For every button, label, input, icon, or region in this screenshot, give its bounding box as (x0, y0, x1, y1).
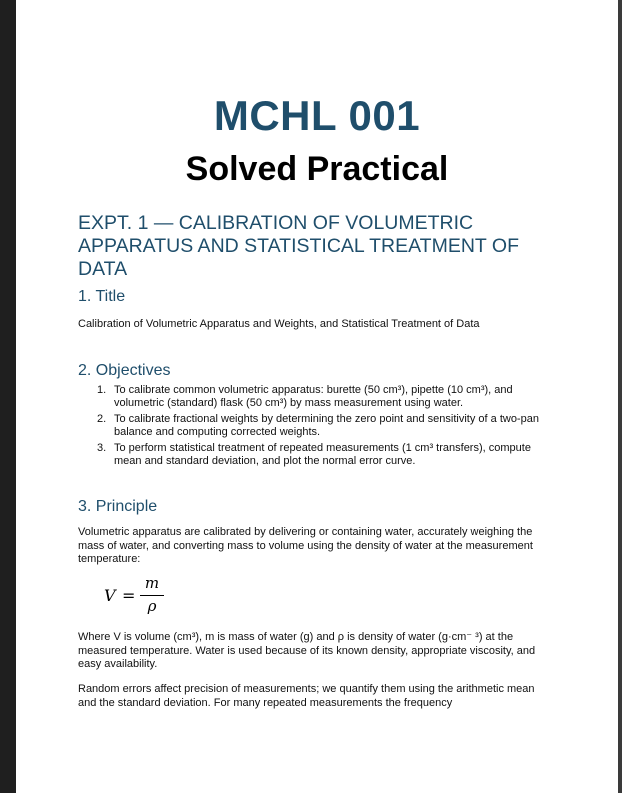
list-item (78, 442, 548, 468)
list-number: 3. (97, 442, 107, 454)
list-item (78, 413, 548, 439)
scrollbar[interactable] (618, 0, 622, 793)
experiment-heading: EXPT. 1 — CALIBRATION OF VOLUMETRIC APPARATUS AND STATISTICAL TREATMENT OF DATA (78, 212, 519, 280)
document-subtitle: Solved Practical (185, 150, 449, 188)
principle-paragraph-2: Where V is volume (cm³), m is mass of water (g) and ρ is density of water (g·cm⁻ ³) at the measured temperature. Water is used because of its known density, appropriate viscosity, and easy availability. (78, 631, 536, 670)
course-code-title: MCHL 001 (213, 92, 421, 139)
list-item (78, 384, 548, 410)
principle-paragraph-3: Random errors affect precision of measurements; we quantify them using the arithmetic mean and the standard deviation. For many repeated measurements the frequency (78, 683, 535, 709)
formula-equals: = (122, 586, 136, 605)
list-item-text: To calibrate common volumetric apparatus: burette (50 cm³), pipette (10 cm³), and volumetric (standard) flask (50 cm³) by mass measurement using water. (114, 384, 513, 409)
list-number: 1. (97, 384, 107, 396)
list-item-text: To calibrate fractional weights by determining the zero point and sensitivity of a two-pan balance and computing corrected weights. (114, 413, 539, 438)
formula-volume: V (104, 586, 116, 605)
fraction-bar (140, 595, 164, 596)
formula-denominator: ρ (147, 597, 157, 615)
title-text: Calibration of Volumetric Apparatus and Weights, and Statistical Treatment of Data (78, 318, 480, 330)
density-formula (102, 574, 182, 618)
formula-numerator: m (144, 574, 160, 592)
section-heading-title: 1. Title (78, 288, 126, 305)
document-page (16, 0, 618, 793)
objectives-list (78, 384, 548, 471)
list-number: 2. (97, 413, 107, 425)
list-item-text: To perform statistical treatment of repeated measurements (1 cm³ transfers), compute mean and standard deviation, and plot the normal error curve. (114, 442, 531, 467)
section-heading-objectives: 2. Objectives (78, 362, 171, 379)
principle-paragraph-1: Volumetric apparatus are calibrated by delivering or containing water, accurately weighing the mass of water, and converting mass to volume using the density of water at the measurement temperature: (78, 526, 533, 565)
section-heading-principle: 3. Principle (78, 498, 158, 515)
